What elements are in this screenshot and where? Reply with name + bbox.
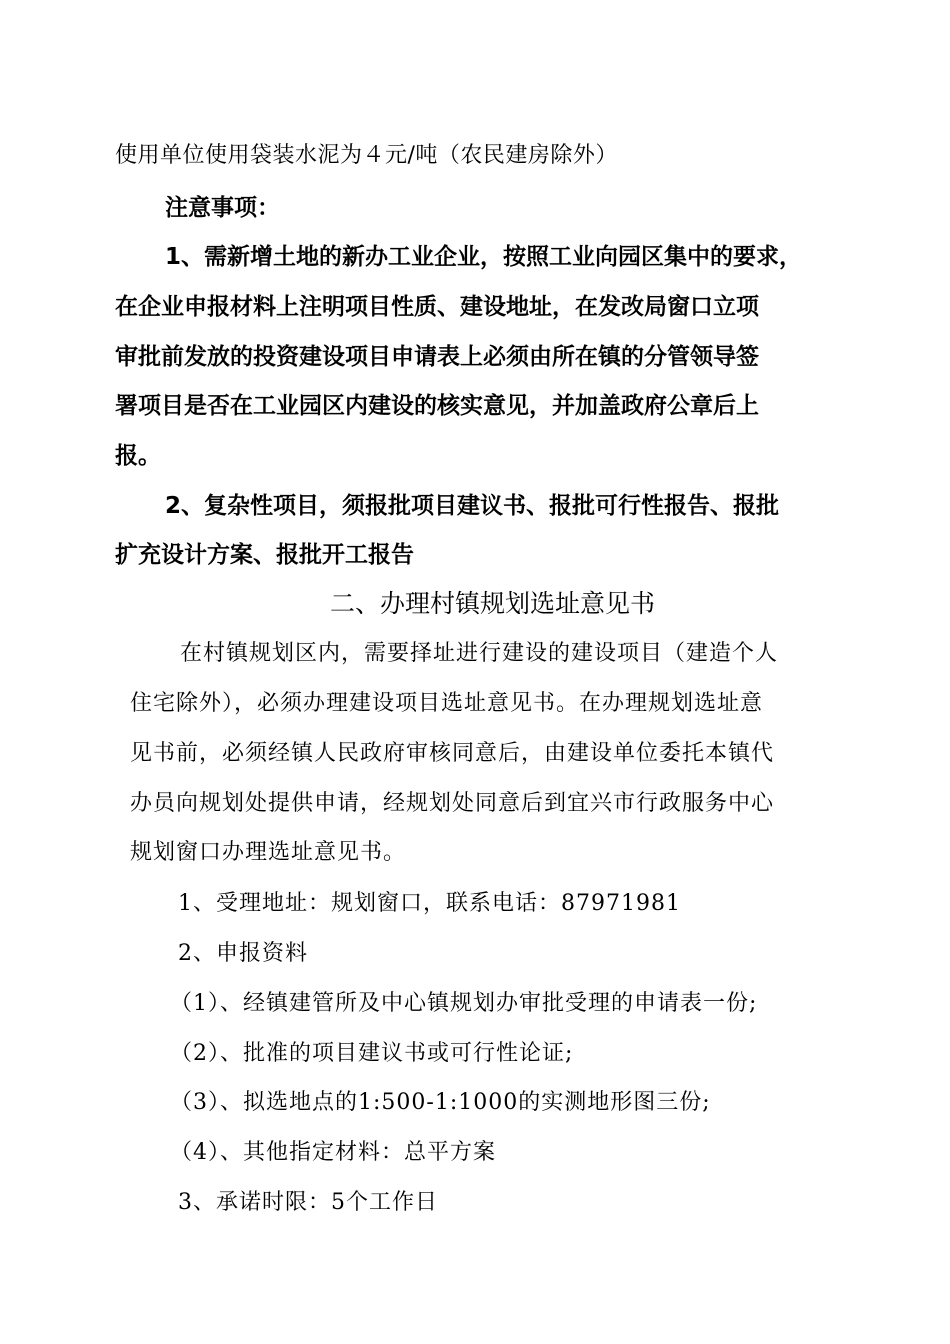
material-item: （4）、其他指定材料：总平方案	[170, 1140, 496, 1165]
intro-line: 见书前，必须经镇人民政府审核同意后，由建设单位委托本镇代	[130, 741, 775, 766]
intro-line: 住宅除外），必须办理建设项目选址意见书。在办理规划选址意	[130, 691, 764, 716]
intro-line: 办员向规划处提供申请，经规划处同意后到宜兴市行政服务中心	[130, 791, 775, 816]
list-item: 2、申报资料	[178, 941, 308, 966]
note-1-line: 1、需新增土地的新办工业企业，按照工业向园区集中的要求，	[165, 244, 803, 270]
note-2-line: 扩充设计方案、报批开工报告	[115, 542, 414, 568]
intro-line: 在村镇规划区内，需要择址进行建设的建设项目（建造个人	[180, 641, 779, 666]
note-1-line: 在企业申报材料上注明项目性质、建设地址，在发改局窗口立项	[115, 294, 759, 320]
list-item: 1、受理地址：规划窗口，联系电话：87971981	[178, 891, 681, 916]
note-1-line: 审批前发放的投资建设项目申请表上必须由所在镇的分管领导签	[115, 344, 759, 370]
section-heading: 二、办理村镇规划选址意见书	[330, 589, 656, 618]
material-item: （1）、经镇建管所及中心镇规划办审批受理的申请表一份;	[170, 991, 758, 1016]
intro-line: 规划窗口办理选址意见书。	[130, 840, 407, 865]
note-1-line: 署项目是否在工业园区内建设的核实意见，并加盖政府公章后上	[115, 393, 759, 419]
notes-title: 注意事项：	[165, 195, 280, 221]
note-1-line: 报。	[115, 443, 161, 469]
list-item: 3、承诺时限：5个工作日	[178, 1190, 438, 1215]
material-item: （2）、批准的项目建议书或可行性论证;	[170, 1041, 574, 1066]
note-2-line: 2、复杂性项目，须报批项目建议书、报批可行性报告、报批	[165, 493, 780, 519]
material-item: （3）、拟选地点的1:500-1:1000的实测地形图三份;	[170, 1090, 711, 1115]
paragraph-line: 使用单位使用袋装水泥为４元/吨（农民建房除外）	[115, 143, 618, 168]
